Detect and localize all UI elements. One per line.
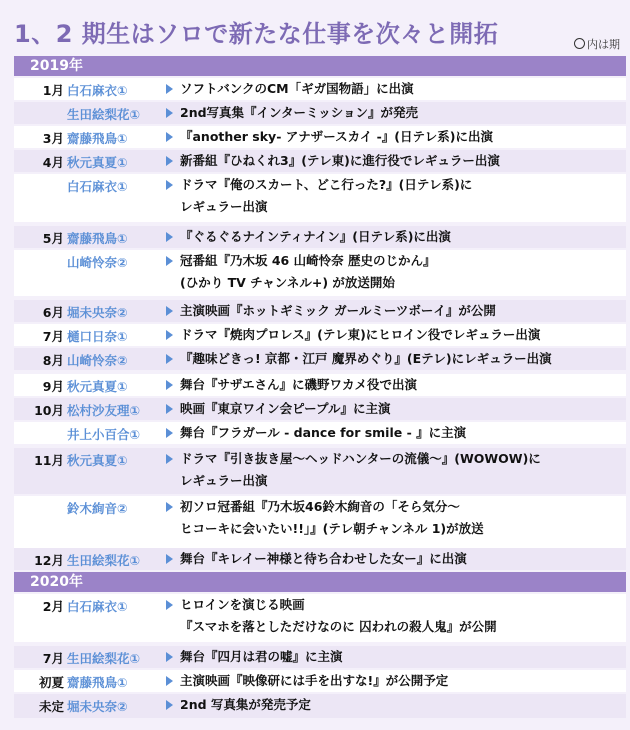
member-name: 堀未央奈② — [67, 305, 128, 320]
month-label: 11月 — [34, 453, 64, 468]
event-description — [180, 348, 620, 370]
member-name: 松村沙友理① — [67, 403, 141, 418]
arrow-icon — [166, 132, 173, 142]
timeline-row — [14, 126, 626, 148]
description-line: ドラマ『引き抜き屋〜ヘッドハンターの流儀〜』(WOWOW)に — [180, 451, 541, 466]
month-label: 6月 — [42, 305, 64, 320]
arrow-icon — [166, 84, 173, 94]
timeline-row — [14, 670, 626, 692]
page-title: 1、2 期生はソロで新たな仕事を次々と開拓 — [14, 20, 499, 48]
description-line: レギュラー出演 — [180, 199, 268, 214]
description-line: 初ソロ冠番組『乃木坂46鈴木絢音の「そら気分〜 — [180, 499, 460, 514]
arrow-icon — [166, 428, 173, 438]
event-description — [180, 324, 620, 346]
description-line: 『ぐるぐるナインティナイン』(日テレ系)に出演 — [180, 229, 451, 244]
description-line: (ひかり TV チャンネル+) が放送開始 — [180, 275, 395, 290]
timeline-row — [14, 324, 626, 346]
timeline-row — [14, 102, 626, 124]
event-description — [180, 300, 620, 322]
month-label: 2月 — [42, 599, 64, 614]
timeline-row — [14, 422, 626, 444]
description-line: ヒロインを演じる映画 — [180, 597, 305, 612]
month-label: 5月 — [42, 231, 64, 246]
event-description — [180, 150, 620, 172]
timeline-row — [14, 646, 626, 668]
month-label: 4月 — [42, 155, 64, 170]
member-name: 齋藤飛鳥① — [67, 231, 128, 246]
circle-icon — [574, 38, 585, 49]
arrow-icon — [166, 454, 173, 464]
description-line: 2nd写真集『インターミッション』が発売 — [180, 105, 419, 120]
event-description — [180, 78, 620, 100]
member-name: 樋口日奈① — [67, 329, 128, 344]
legend-note — [574, 36, 620, 52]
arrow-icon — [166, 156, 173, 166]
event-description — [180, 102, 620, 124]
member-name: 白石麻衣① — [67, 83, 128, 98]
timeline-row — [14, 226, 626, 248]
legend-note-text: 内は期 — [587, 38, 620, 51]
arrow-icon — [166, 256, 173, 266]
member-name: 井上小百合① — [67, 427, 141, 442]
arrow-icon — [166, 180, 173, 190]
arrow-icon — [166, 502, 173, 512]
arrow-icon — [166, 554, 173, 564]
event-description — [180, 548, 620, 570]
event-description — [180, 174, 620, 218]
arrow-icon — [166, 676, 173, 686]
event-description — [180, 250, 620, 294]
description-line: 舞台『フラガール - dance for smile - 』に主演 — [180, 425, 467, 440]
member-name: 生田絵梨花① — [67, 107, 141, 122]
member-name: 秋元真夏① — [67, 379, 128, 394]
arrow-icon — [166, 306, 173, 316]
timeline-row — [14, 694, 626, 718]
arrow-icon — [166, 380, 173, 390]
arrow-icon — [166, 232, 173, 242]
month-label: 10月 — [34, 403, 64, 418]
description-line: 『趣味どきっ! 京都・江戸 魔界めぐり』(Eテレ)にレギュラー出演 — [180, 351, 552, 366]
description-line: 『another sky- アナザースカイ -』(日テレ系)に出演 — [180, 129, 493, 144]
member-name: 白石麻衣① — [67, 599, 128, 614]
timeline-row — [14, 300, 626, 322]
year-header: 2019年 — [14, 56, 626, 76]
arrow-icon — [166, 108, 173, 118]
description-line: 2nd 写真集が発売予定 — [180, 697, 311, 712]
arrow-icon — [166, 652, 173, 662]
timeline-row — [14, 78, 626, 100]
arrow-icon — [166, 404, 173, 414]
member-name: 鈴木絢音② — [67, 501, 128, 516]
event-description — [180, 448, 620, 492]
member-name: 秋元真夏① — [67, 155, 128, 170]
timeline-row — [14, 374, 626, 396]
timeline-row — [14, 448, 626, 494]
arrow-icon — [166, 700, 173, 710]
description-line: 『スマホを落としただけなのに 囚われの殺人鬼』が公開 — [180, 619, 497, 634]
event-description — [180, 126, 620, 148]
member-name: 生田絵梨花① — [67, 651, 141, 666]
month-label: 未定 — [38, 699, 64, 714]
month-label: 7月 — [42, 329, 64, 344]
description-line: ヒコーキに会いたい!!」』(テレ朝チャンネル 1)が放送 — [180, 521, 484, 536]
event-description — [180, 594, 620, 638]
member-name: 堀未央奈② — [67, 699, 128, 714]
member-name: 山崎怜奈② — [67, 255, 128, 270]
member-name: 生田絵梨花① — [67, 553, 141, 568]
month-label: 9月 — [42, 379, 64, 394]
month-label: 初夏 — [38, 675, 64, 690]
month-label: 8月 — [42, 353, 64, 368]
event-description — [180, 398, 620, 420]
description-line: ドラマ『焼肉プロレス』(テレ東)にヒロイン役でレギュラー出演 — [180, 327, 541, 342]
member-name: 秋元真夏① — [67, 453, 128, 468]
member-name: 山崎怜奈② — [67, 353, 128, 368]
member-name: 齋藤飛鳥① — [67, 131, 128, 146]
description-line: ソフトバンクのCM「ギガ国物語」に出演 — [180, 81, 414, 96]
description-line: 舞台『キレイー神様と待ち合わせした女ー』に出演 — [180, 551, 467, 566]
event-description — [180, 646, 620, 668]
description-line: ドラマ『俺のスカート、どこ行った?』(日テレ系)に — [180, 177, 473, 192]
event-description — [180, 226, 620, 248]
arrow-icon — [166, 354, 173, 364]
event-description — [180, 496, 620, 540]
event-description — [180, 694, 620, 716]
description-line: 舞台『サザエさん』に磯野ワカメ役で出演 — [180, 377, 418, 392]
description-line: 映画『東京ワイン会ピープル』に主演 — [180, 401, 391, 416]
year-header: 2020年 — [14, 572, 626, 592]
month-label: 12月 — [34, 553, 64, 568]
description-line: 舞台『四月は君の嘘』に主演 — [180, 649, 343, 664]
description-line: 主演映画『ホットギミック ガールミーツボーイ』が公開 — [180, 303, 496, 318]
timeline-row — [14, 348, 626, 370]
timeline-row — [14, 548, 626, 570]
timeline-row — [14, 594, 626, 642]
event-description — [180, 670, 620, 692]
timeline-row — [14, 150, 626, 172]
month-label: 7月 — [42, 651, 64, 666]
timeline-row — [14, 398, 626, 420]
month-label: 1月 — [42, 83, 64, 98]
event-description — [180, 422, 620, 444]
member-name: 齋藤飛鳥① — [67, 675, 128, 690]
description-line: 主演映画『映像研には手を出すな!』が公開予定 — [180, 673, 449, 688]
arrow-icon — [166, 330, 173, 340]
description-line: レギュラー出演 — [180, 473, 268, 488]
month-label: 3月 — [42, 131, 64, 146]
description-line: 冠番組『乃木坂 46 山崎怜奈 歴史のじかん』 — [180, 253, 436, 268]
arrow-icon — [166, 600, 173, 610]
member-name: 白石麻衣① — [67, 179, 128, 194]
timeline-row — [14, 250, 626, 296]
timeline-row — [14, 174, 626, 222]
timeline-row — [14, 496, 626, 548]
event-description — [180, 374, 620, 396]
description-line: 新番組『ひねくれ3』(テレ東)に進行役でレギュラー出演 — [180, 153, 500, 168]
